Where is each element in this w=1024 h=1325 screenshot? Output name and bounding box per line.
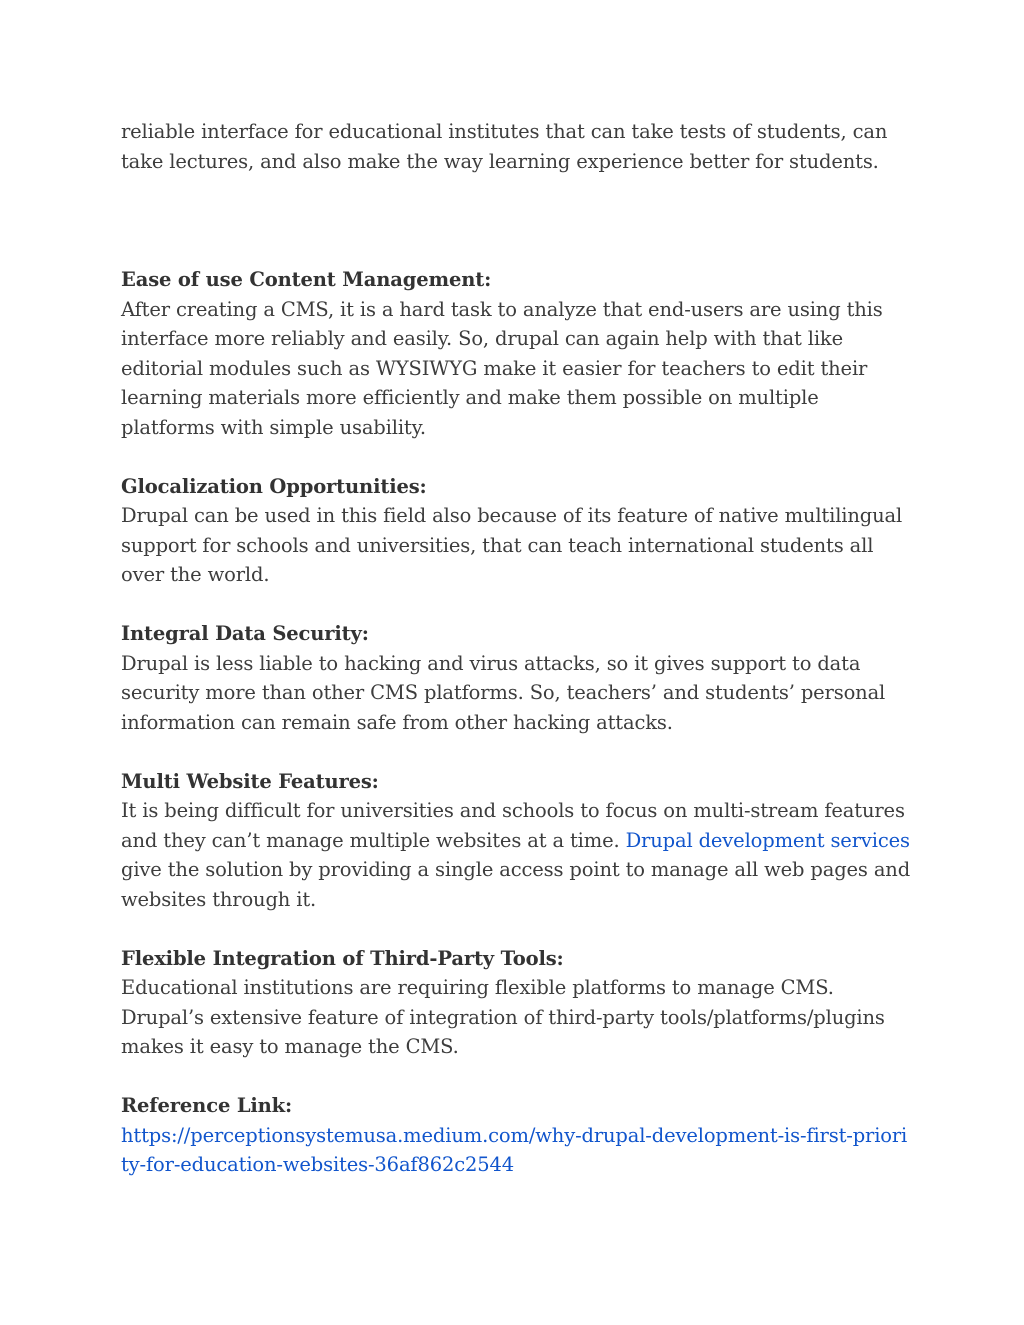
section-ease-of-use [121,265,911,442]
section-body-text: It is being difficult for universities and schools to focus on multi-stream features and they can’t manage multiple websites at a time. [121,799,905,852]
section-body: Drupal can be used in this field also because of its feature of native multilingual support for schools and universities, that can teach international students all over the world. [121,504,903,586]
section-heading: Glocalization Opportunities: [121,474,427,498]
document-page [121,117,911,1209]
section-reference [121,1091,911,1180]
section-heading: Multi Website Features: [121,769,379,793]
section-heading: Integral Data Security: [121,622,369,645]
section-third-party-tools [121,944,911,1062]
section-data-security [121,619,911,737]
section-glocalization [121,472,911,590]
intro-paragraph: reliable interface for educational institutes that can take tests of students, can take lectures, and also make the way learning experience better for students. [121,120,888,173]
reference-url-link[interactable]: https://perceptionsystemusa.medium.com/why-drupal-development-is-first-priority-for-education-websites-36af862c2544 [121,1123,908,1176]
section-multi-website [121,767,911,915]
reference-heading: Reference Link: [121,1094,293,1117]
section-body: Educational institutions are requiring flexible platforms to manage CMS. Drupal’s extensive feature of integration of third-party tools/platforms/plugins makes it easy to manage the CMS. [121,976,885,1058]
section-body-text: give the solution by providing a single access point to manage all web pages and websites through it. [121,858,911,911]
drupal-development-services-link[interactable]: Drupal development services [625,828,910,852]
section-body: After creating a CMS, it is a hard task to analyze that end-users are using this interface more reliably and easily. So, drupal can again help with that like editorial modules such as WYSIWYG make it easier for teachers to edit their learning materials more efficiently and make them possible on multiple platforms with simple usability. [121,297,883,439]
section-body [121,796,911,914]
section-body: Drupal is less liable to hacking and virus attacks, so it gives support to data security more than other CMS platforms. So, teachers’ and students’ personal information can remain safe from other hacking attacks. [121,651,886,734]
section-heading: Flexible Integration of Third-Party Tools: [121,946,564,970]
section-heading: Ease of use Content Management: [121,268,492,291]
